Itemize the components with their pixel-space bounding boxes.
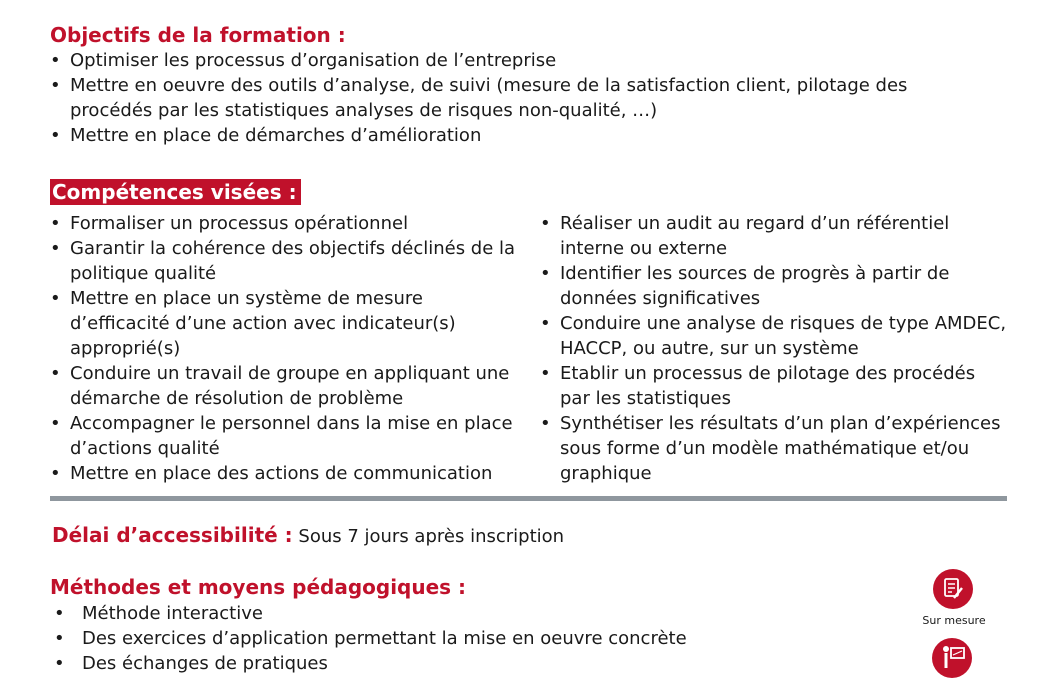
methodes-heading: Méthodes et moyens pédagogiques :: [50, 575, 467, 599]
delai-label: Délai d’accessibilité :: [52, 523, 293, 547]
bullet-icon: •: [54, 628, 65, 649]
list-item: • Formaliser un processus opérationnel: [50, 213, 409, 234]
bullet-icon: •: [540, 213, 551, 234]
list-item: • Conduire un travail de groupe en appliquant une démarche de résolution de problème: [50, 363, 510, 409]
bullet-icon: •: [540, 363, 551, 384]
bullet-icon: •: [50, 238, 61, 259]
methodes-list: [50, 601, 870, 676]
bullet-icon: •: [54, 603, 65, 624]
sur-mesure-caption: Sur mesure: [922, 614, 986, 627]
list-item: • Mettre en oeuvre des outils d’analyse, de suivi (mesure de la satisfaction client, pilotage des procédés par les statistiques analyses de risques non-qualité, …): [50, 75, 908, 121]
competences-left-list: [50, 211, 525, 486]
competences-heading: Compétences visées :: [50, 179, 301, 205]
bullet-icon: •: [50, 213, 61, 234]
bullet-icon: •: [50, 413, 61, 434]
list-item: • Des exercices d’application permettant la mise en oeuvre concrète: [54, 628, 687, 649]
list-item: • Mettre en place un système de mesure d’efficacité d’une action avec indicateur(s) approprié(s): [50, 288, 456, 359]
list-item: • Accompagner le personnel dans la mise en place d’actions qualité: [50, 413, 513, 459]
list-item: • Conduire une analyse de risques de type AMDEC, HACCP, ou autre, sur un système: [540, 313, 1007, 359]
bullet-icon: •: [50, 75, 61, 96]
list-item: • Des échanges de pratiques: [54, 653, 328, 674]
list-item: • Méthode interactive: [54, 603, 263, 624]
delai-value: Sous 7 jours après inscription: [298, 526, 565, 547]
list-item: • Mettre en place des actions de communication: [50, 463, 493, 484]
bullet-icon: •: [50, 288, 61, 309]
list-item: • Etablir un processus de pilotage des procédés par les statistiques: [540, 363, 976, 409]
bullet-icon: •: [50, 125, 61, 146]
bullet-icon: •: [540, 313, 551, 334]
bullet-icon: •: [54, 653, 65, 674]
list-item: • Optimiser les processus d’organisation de l’entreprise: [50, 50, 557, 71]
section-divider: [50, 496, 1007, 501]
bullet-icon: •: [50, 463, 61, 484]
competences-right-list: [540, 211, 1008, 486]
list-item: • Réaliser un audit au regard d’un référentiel interne ou externe: [540, 213, 950, 259]
bullet-icon: •: [50, 50, 61, 71]
bullet-icon: •: [540, 413, 551, 434]
list-item: • Identifier les sources de progrès à partir de données significatives: [540, 263, 950, 309]
bullet-icon: •: [50, 363, 61, 384]
list-item: • Garantir la cohérence des objectifs déclinés de la politique qualité: [50, 238, 516, 284]
bullet-icon: •: [540, 263, 551, 284]
sur-mesure-icon: [933, 569, 973, 609]
list-item: • Synthétiser les résultats d’un plan d’expériences sous forme d’un modèle mathématique et/ou graphique: [540, 413, 1001, 484]
delai-line: [52, 522, 564, 550]
list-item: • Mettre en place de démarches d’amélioration: [50, 125, 482, 146]
objectifs-list: [50, 48, 1010, 148]
presentation-icon: [932, 638, 972, 678]
objectifs-heading: Objectifs de la formation :: [50, 23, 346, 47]
